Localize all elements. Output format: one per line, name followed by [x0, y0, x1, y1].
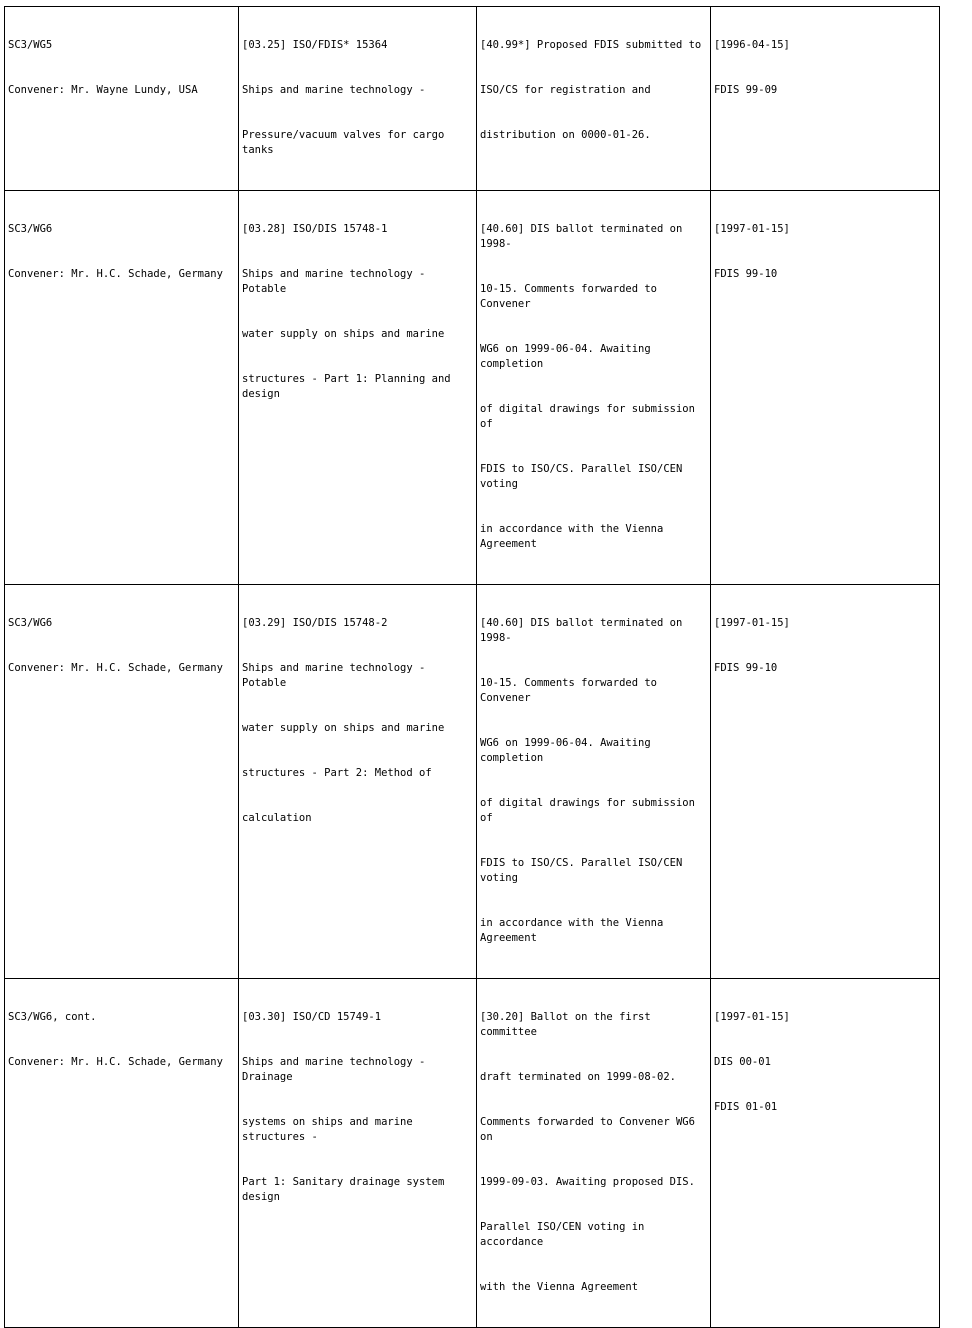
group-cell — [5, 585, 239, 979]
target-date: FDIS 01-01 — [714, 1101, 778, 1113]
table-row — [5, 585, 940, 979]
status-line: Comments forwarded to Convener WG6 on — [480, 1116, 702, 1143]
status-line: Parallel ISO/CEN voting in accordance — [480, 1221, 651, 1248]
status-cell — [477, 7, 711, 191]
project-title-line: structures - Part 1: Planning and design — [242, 373, 457, 400]
project-cell — [239, 585, 477, 979]
project-title-line: systems on ships and marine structures - — [242, 1116, 420, 1143]
project-reference: [03.29] ISO/DIS 15748-2 — [242, 617, 388, 629]
status-line: 1999-09-03. Awaiting proposed DIS. — [480, 1176, 695, 1188]
project-title-line: Pressure/vacuum valves for cargo tanks — [242, 129, 451, 156]
status-line: 10-15. Comments forwarded to Convener — [480, 283, 664, 310]
start-date: [1996-04-15] — [714, 39, 790, 51]
status-line: of digital drawings for submission of — [480, 403, 702, 430]
start-date: [1997-01-15] — [714, 1011, 790, 1023]
group-code: SC3/WG6, cont. — [8, 1011, 97, 1023]
status-line: with the Vienna Agreement — [480, 1281, 639, 1293]
project-title-line: Part 1: Sanitary drainage system design — [242, 1176, 451, 1203]
status-line: FDIS to ISO/CS. Parallel ISO/CEN voting — [480, 463, 689, 490]
project-title-line: Ships and marine technology - Potable — [242, 268, 432, 295]
table-row — [5, 7, 940, 191]
status-line: [40.99*] Proposed FDIS submitted to — [480, 39, 702, 51]
status-line: in accordance with the Vienna Agreement — [480, 523, 670, 550]
status-line: in accordance with the Vienna Agreement — [480, 917, 670, 944]
status-line: WG6 on 1999-06-04. Awaiting completion — [480, 737, 658, 764]
project-cell — [239, 7, 477, 191]
target-date: FDIS 99-10 — [714, 662, 778, 674]
project-reference: [03.28] ISO/DIS 15748-1 — [242, 223, 388, 235]
target-date: FDIS 99-10 — [714, 268, 778, 280]
start-date: [1997-01-15] — [714, 223, 790, 235]
project-cell — [239, 979, 477, 1328]
start-date: [1997-01-15] — [714, 617, 790, 629]
project-reference: [03.30] ISO/CD 15749-1 — [242, 1011, 382, 1023]
status-line: draft terminated on 1999-08-02. — [480, 1071, 676, 1083]
status-cell — [477, 191, 711, 585]
project-title-line: Ships and marine technology - — [242, 84, 426, 96]
status-line: [30.20] Ballot on the first committee — [480, 1011, 658, 1038]
table-row — [5, 191, 940, 585]
status-line: [40.60] DIS ballot terminated on 1998- — [480, 617, 689, 644]
table-row — [5, 979, 940, 1328]
status-cell — [477, 585, 711, 979]
dates-cell — [711, 191, 940, 585]
status-line: FDIS to ISO/CS. Parallel ISO/CEN voting — [480, 857, 689, 884]
group-code: SC3/WG6 — [8, 617, 53, 629]
status-line: WG6 on 1999-06-04. Awaiting completion — [480, 343, 658, 370]
project-title-line: water supply on ships and marine — [242, 722, 445, 734]
status-cell — [477, 979, 711, 1328]
group-code: SC3/WG5 — [8, 39, 53, 51]
group-cell — [5, 979, 239, 1328]
work-programme-table — [4, 6, 940, 1328]
convener-name: Convener: Mr. H.C. Schade, Germany — [8, 662, 223, 674]
project-cell — [239, 191, 477, 585]
project-title-line: Ships and marine technology - Potable — [242, 662, 432, 689]
status-line: 10-15. Comments forwarded to Convener — [480, 677, 664, 704]
status-line: [40.60] DIS ballot terminated on 1998- — [480, 223, 689, 250]
project-title-line: structures - Part 2: Method of — [242, 767, 432, 779]
status-line: ISO/CS for registration and — [480, 84, 651, 96]
convener-name: Convener: Mr. H.C. Schade, Germany — [8, 1056, 223, 1068]
group-code: SC3/WG6 — [8, 223, 53, 235]
dates-cell — [711, 585, 940, 979]
project-reference: [03.25] ISO/FDIS* 15364 — [242, 39, 388, 51]
target-date: FDIS 99-09 — [714, 84, 778, 96]
project-title-line: calculation — [242, 812, 312, 824]
convener-name: Convener: Mr. Wayne Lundy, USA — [8, 84, 198, 96]
dates-cell — [711, 979, 940, 1328]
dates-cell — [711, 7, 940, 191]
target-date: DIS 00-01 — [714, 1056, 771, 1068]
status-line: of digital drawings for submission of — [480, 797, 702, 824]
project-title-line: water supply on ships and marine — [242, 328, 445, 340]
project-title-line: Ships and marine technology - Drainage — [242, 1056, 432, 1083]
group-cell — [5, 7, 239, 191]
group-cell — [5, 191, 239, 585]
status-line: distribution on 0000-01-26. — [480, 129, 651, 141]
convener-name: Convener: Mr. H.C. Schade, Germany — [8, 268, 223, 280]
